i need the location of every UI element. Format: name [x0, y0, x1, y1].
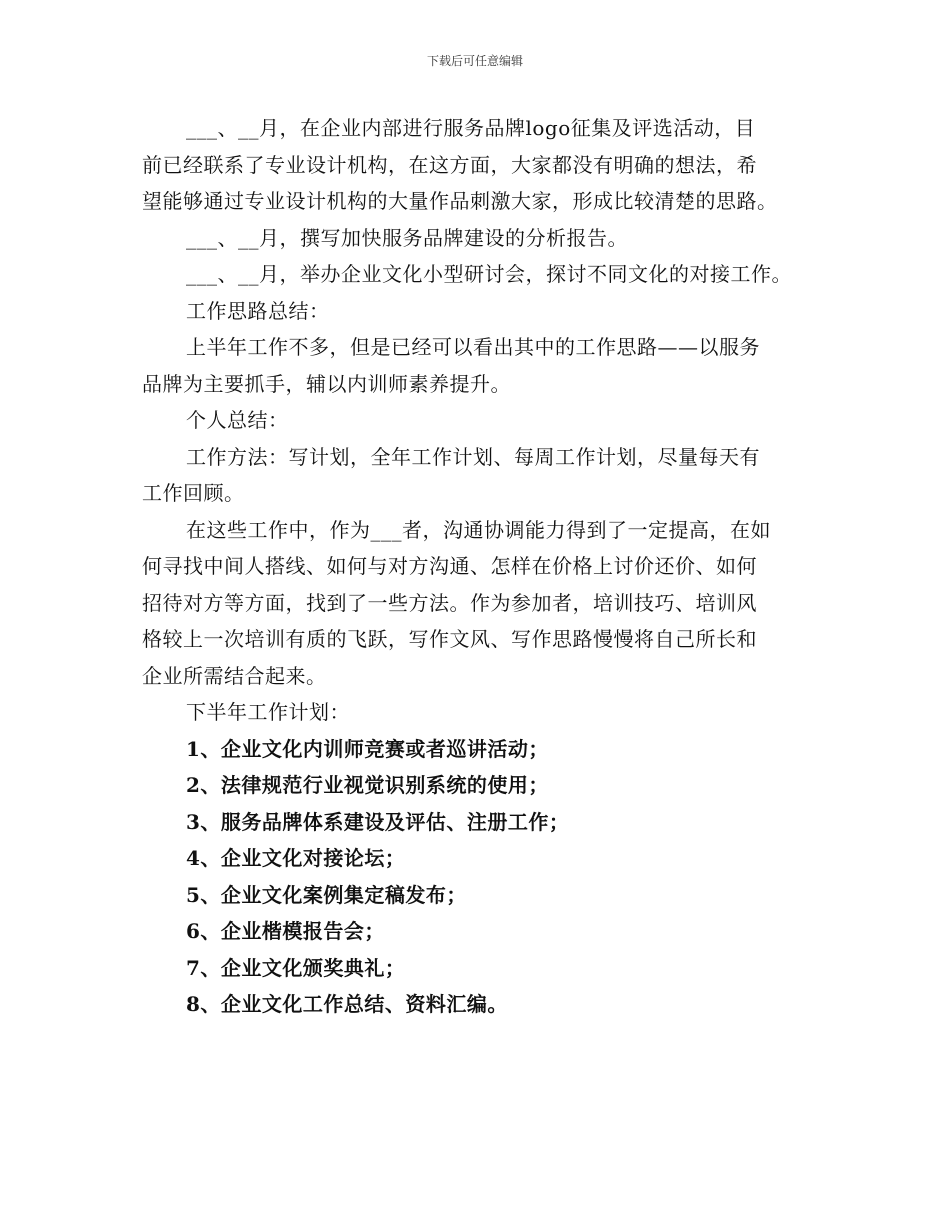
paragraph-work-summary — [142, 329, 842, 402]
paragraph-seminar — [142, 256, 842, 293]
text-line: 何寻找中间人搭线、如何与对方沟通、怎样在价格上讨价还价、如何 — [142, 554, 757, 578]
text-line: 格较上一次培训有质的飞跃，写作文风、写作思路慢慢将自己所长和 — [142, 627, 757, 651]
text-line: 品牌为主要抓手，辅以内训师素养提升。 — [142, 371, 511, 396]
plan-item: 4、企业文化对接论坛； — [186, 846, 406, 870]
section-heading-personal-summary — [142, 402, 842, 439]
text-line: 上半年工作不多，但是已经可以看出其中的工作思路——以服务 — [186, 335, 760, 359]
paragraph-analysis-report — [142, 220, 842, 257]
text-line: ___、__月，在企业内部进行服务品牌logo征集及评选活动，目 — [186, 116, 756, 140]
document-body — [142, 110, 842, 1023]
plan-item: 8、企业文化工作总结、资料汇编。 — [186, 992, 508, 1016]
text-line: 工作思路总结： — [186, 298, 330, 323]
page-header: 下载后可任意编辑 — [426, 54, 523, 68]
plan-list — [142, 731, 842, 1023]
plan-item: 7、企业文化颁奖典礼； — [186, 955, 406, 980]
plan-item: 3、服务品牌体系建设及评估、注册工作； — [186, 809, 570, 834]
paragraph-communication — [142, 512, 842, 695]
paragraph-logo-activity — [142, 110, 842, 220]
text-line: 望能够通过专业设计机构的大量作品刺激大家，形成比较清楚的思路。 — [142, 189, 778, 213]
text-line: ___、__月，举办企业文化小型研讨会，探讨不同文化的对接工作。 — [186, 262, 792, 286]
text-line: 企业所需结合起来。 — [142, 663, 327, 688]
plan-item: 1、企业文化内训师竞赛或者巡讲活动； — [186, 736, 549, 761]
text-line: 前已经联系了专业设计机构，在这方面，大家都没有明确的想法，希 — [142, 152, 757, 177]
plan-item: 2、法律规范行业视觉识别系统的使用； — [186, 773, 549, 797]
text-line: 在这些工作中，作为___者，沟通协调能力得到了一定提高，在如 — [186, 517, 771, 542]
text-line: 下半年工作计划： — [186, 700, 350, 724]
text-line: 工作回顾。 — [142, 481, 245, 505]
plan-item: 5、企业文化案例集定稿发布； — [186, 882, 467, 907]
text-line: 招待对方等方面，找到了一些方法。作为参加者，培训技巧、培训风 — [142, 590, 757, 615]
section-heading-second-half-plan — [142, 694, 842, 731]
plan-item: 6、企业楷模报告会； — [186, 919, 385, 943]
text-line: 个人总结： — [186, 408, 289, 432]
text-line: 工作方法：写计划，全年工作计划、每周工作计划，尽量每天有 — [186, 444, 760, 469]
section-heading-work-summary — [142, 293, 842, 330]
text-line: ___、__月，撰写加快服务品牌建设的分析报告。 — [186, 225, 628, 250]
paragraph-work-method — [142, 439, 842, 512]
